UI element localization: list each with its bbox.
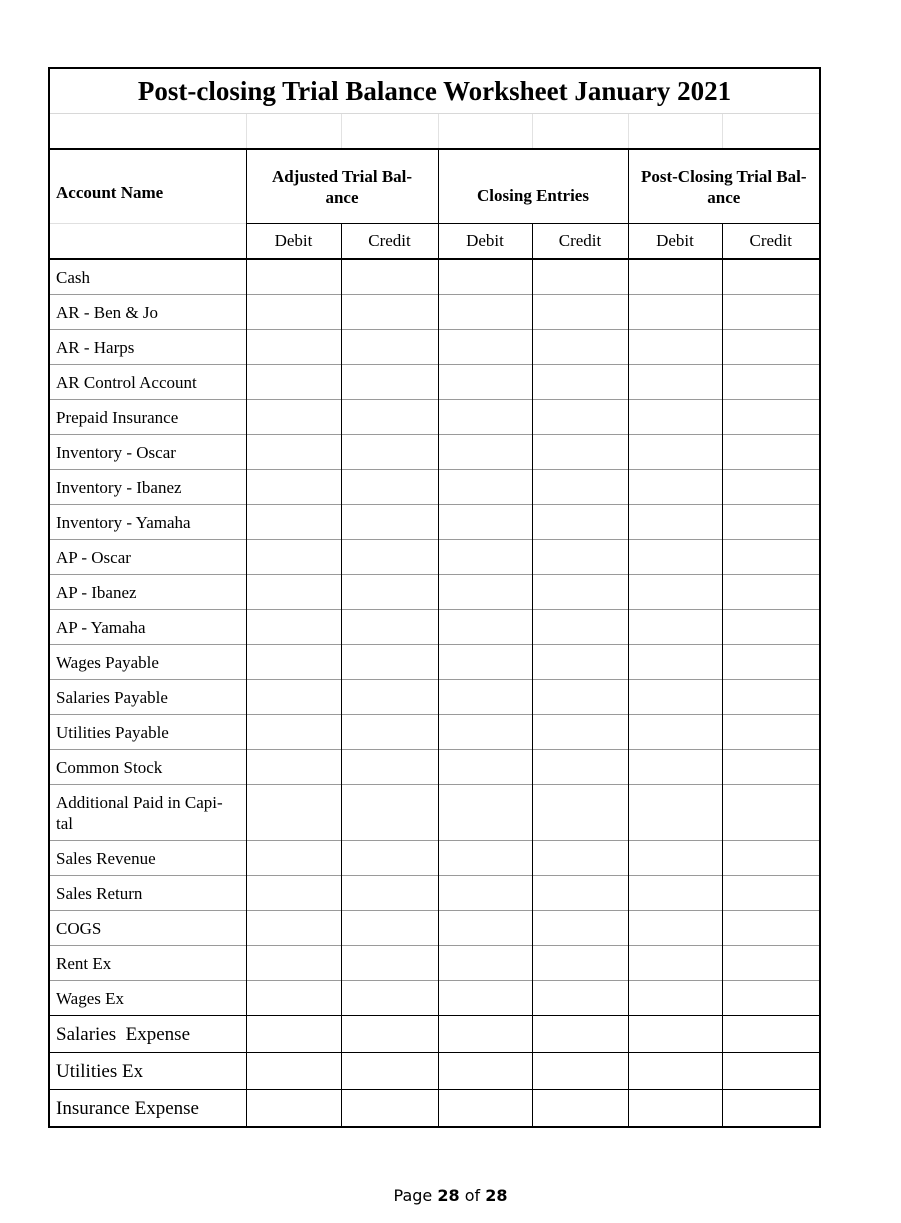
amount-cell[interactable] bbox=[722, 645, 820, 680]
amount-cell[interactable] bbox=[628, 876, 722, 911]
amount-cell[interactable] bbox=[532, 505, 628, 540]
table-row bbox=[49, 435, 820, 470]
table-row bbox=[49, 1090, 820, 1128]
amount-cell[interactable] bbox=[246, 1053, 341, 1090]
closing-entries-header: Closing Entries bbox=[438, 149, 628, 224]
amount-cell[interactable] bbox=[628, 435, 722, 470]
account-name-cell: AP - Ibanez bbox=[49, 575, 246, 610]
amount-cell[interactable] bbox=[246, 400, 341, 435]
amount-cell[interactable] bbox=[438, 981, 532, 1016]
amount-cell[interactable] bbox=[341, 295, 438, 330]
amount-cell[interactable] bbox=[341, 841, 438, 876]
amount-cell[interactable] bbox=[722, 1053, 820, 1090]
table-row bbox=[49, 1016, 820, 1053]
amount-cell[interactable] bbox=[628, 259, 722, 295]
amount-cell[interactable] bbox=[438, 330, 532, 365]
amount-cell[interactable] bbox=[628, 785, 722, 841]
amount-cell[interactable] bbox=[532, 680, 628, 715]
amount-cell[interactable] bbox=[246, 680, 341, 715]
adjusted-header-line2: ance bbox=[325, 187, 359, 207]
account-name-cell: AP - Oscar bbox=[49, 540, 246, 575]
amount-cell[interactable] bbox=[532, 750, 628, 785]
amount-cell[interactable] bbox=[438, 365, 532, 400]
post-debit-header: Debit bbox=[628, 224, 722, 260]
amount-cell[interactable] bbox=[341, 946, 438, 981]
amount-cell[interactable] bbox=[722, 981, 820, 1016]
amount-cell[interactable] bbox=[532, 876, 628, 911]
amount-cell[interactable] bbox=[246, 295, 341, 330]
amount-cell[interactable] bbox=[341, 259, 438, 295]
amount-cell[interactable] bbox=[628, 330, 722, 365]
amount-cell[interactable] bbox=[341, 1053, 438, 1090]
amount-cell[interactable] bbox=[246, 841, 341, 876]
amount-cell[interactable] bbox=[438, 610, 532, 645]
amount-cell[interactable] bbox=[628, 610, 722, 645]
amount-cell[interactable] bbox=[532, 946, 628, 981]
amount-cell[interactable] bbox=[628, 946, 722, 981]
amount-cell[interactable] bbox=[341, 911, 438, 946]
table-row bbox=[49, 1053, 820, 1090]
post-credit-header: Credit bbox=[722, 224, 820, 260]
amount-cell[interactable] bbox=[722, 295, 820, 330]
table-row bbox=[49, 400, 820, 435]
amount-cell[interactable] bbox=[722, 575, 820, 610]
account-name-cell: Inventory - Ibanez bbox=[49, 470, 246, 505]
table-row bbox=[49, 715, 820, 750]
account-name-cell: AP - Yamaha bbox=[49, 610, 246, 645]
table-row bbox=[49, 295, 820, 330]
amount-cell[interactable] bbox=[341, 750, 438, 785]
amount-cell[interactable] bbox=[246, 435, 341, 470]
table-row bbox=[49, 330, 820, 365]
amount-cell[interactable] bbox=[722, 1090, 820, 1128]
trial-balance-table bbox=[48, 67, 821, 1128]
closing-credit-header: Credit bbox=[532, 224, 628, 260]
amount-cell[interactable] bbox=[341, 575, 438, 610]
amount-cell[interactable] bbox=[532, 715, 628, 750]
table-row bbox=[49, 575, 820, 610]
amount-cell[interactable] bbox=[246, 365, 341, 400]
account-name-cell: Inventory - Oscar bbox=[49, 435, 246, 470]
amount-cell[interactable] bbox=[532, 785, 628, 841]
amount-cell[interactable] bbox=[722, 876, 820, 911]
amount-cell[interactable] bbox=[722, 1016, 820, 1053]
amount-cell[interactable] bbox=[532, 540, 628, 575]
table-row bbox=[49, 876, 820, 911]
amount-cell[interactable] bbox=[628, 715, 722, 750]
amount-cell[interactable] bbox=[722, 540, 820, 575]
account-name-header: Account Name bbox=[49, 149, 246, 224]
adjusted-credit-header: Credit bbox=[341, 224, 438, 260]
amount-cell[interactable] bbox=[246, 575, 341, 610]
account-name-line2: tal bbox=[56, 813, 73, 833]
amount-cell[interactable] bbox=[341, 680, 438, 715]
account-name-line1: Additional Paid in Capi- bbox=[56, 792, 223, 812]
amount-cell[interactable] bbox=[341, 645, 438, 680]
page-total: 28 bbox=[485, 1186, 508, 1205]
page-footer bbox=[0, 1186, 901, 1205]
amount-cell[interactable] bbox=[341, 470, 438, 505]
amount-cell[interactable] bbox=[532, 1016, 628, 1053]
table-row bbox=[49, 645, 820, 680]
amount-cell[interactable] bbox=[341, 505, 438, 540]
account-name-cell: Wages Ex bbox=[49, 981, 246, 1016]
amount-cell[interactable] bbox=[246, 1016, 341, 1053]
post-closing-header bbox=[628, 149, 820, 224]
amount-cell[interactable] bbox=[438, 750, 532, 785]
amount-cell[interactable] bbox=[341, 610, 438, 645]
amount-cell[interactable] bbox=[628, 470, 722, 505]
amount-cell[interactable] bbox=[722, 750, 820, 785]
table-row bbox=[49, 680, 820, 715]
amount-cell[interactable] bbox=[246, 610, 341, 645]
amount-cell[interactable] bbox=[722, 470, 820, 505]
amount-cell[interactable] bbox=[438, 715, 532, 750]
amount-cell[interactable] bbox=[246, 540, 341, 575]
account-name-cell: Rent Ex bbox=[49, 946, 246, 981]
table-row bbox=[49, 981, 820, 1016]
closing-debit-header: Debit bbox=[438, 224, 532, 260]
amount-cell[interactable] bbox=[628, 645, 722, 680]
amount-cell[interactable] bbox=[341, 435, 438, 470]
amount-cell[interactable] bbox=[532, 645, 628, 680]
adjusted-header-line1: Adjusted Trial Bal- bbox=[271, 166, 413, 186]
amount-cell[interactable] bbox=[341, 981, 438, 1016]
amount-cell[interactable] bbox=[438, 911, 532, 946]
account-name-cell: Insurance Expense bbox=[49, 1090, 246, 1128]
account-name-cell: AR - Harps bbox=[49, 330, 246, 365]
account-name-cell: Salaries Expense bbox=[49, 1016, 246, 1053]
table-row bbox=[49, 259, 820, 295]
table-row bbox=[49, 365, 820, 400]
amount-cell[interactable] bbox=[532, 435, 628, 470]
amount-cell[interactable] bbox=[438, 540, 532, 575]
amount-cell[interactable] bbox=[628, 680, 722, 715]
amount-cell[interactable] bbox=[438, 841, 532, 876]
amount-cell[interactable] bbox=[246, 259, 341, 295]
amount-cell[interactable] bbox=[341, 1090, 438, 1128]
amount-cell[interactable] bbox=[246, 876, 341, 911]
amount-cell[interactable] bbox=[341, 365, 438, 400]
amount-cell[interactable] bbox=[438, 785, 532, 841]
table-row bbox=[49, 785, 820, 841]
post-header-line2: ance bbox=[707, 187, 741, 207]
amount-cell[interactable] bbox=[722, 911, 820, 946]
amount-cell[interactable] bbox=[341, 715, 438, 750]
table-row bbox=[49, 946, 820, 981]
page-number: 28 bbox=[437, 1186, 460, 1205]
amount-cell[interactable] bbox=[532, 1053, 628, 1090]
amount-cell[interactable] bbox=[628, 400, 722, 435]
amount-cell[interactable] bbox=[341, 1016, 438, 1053]
spacer-row bbox=[49, 114, 820, 150]
amount-cell[interactable] bbox=[722, 946, 820, 981]
account-name-cell: AR - Ben & Jo bbox=[49, 295, 246, 330]
amount-cell[interactable] bbox=[532, 259, 628, 295]
amount-cell[interactable] bbox=[246, 1090, 341, 1128]
account-name-cell: Utilities Ex bbox=[49, 1053, 246, 1090]
amount-cell[interactable] bbox=[532, 575, 628, 610]
amount-cell[interactable] bbox=[532, 911, 628, 946]
amount-cell[interactable] bbox=[246, 750, 341, 785]
amount-cell[interactable] bbox=[438, 1016, 532, 1053]
table-row bbox=[49, 911, 820, 946]
amount-cell[interactable] bbox=[628, 841, 722, 876]
amount-cell[interactable] bbox=[628, 575, 722, 610]
amount-cell[interactable] bbox=[438, 295, 532, 330]
amount-cell[interactable] bbox=[341, 785, 438, 841]
worksheet-title: Post-closing Trial Balance Worksheet January 2021 bbox=[49, 68, 820, 114]
amount-cell[interactable] bbox=[628, 540, 722, 575]
amount-cell[interactable] bbox=[628, 1090, 722, 1128]
amount-cell[interactable] bbox=[722, 259, 820, 295]
amount-cell[interactable] bbox=[532, 981, 628, 1016]
amount-cell[interactable] bbox=[246, 470, 341, 505]
worksheet bbox=[48, 67, 821, 1128]
amount-cell[interactable] bbox=[438, 946, 532, 981]
amount-cell[interactable] bbox=[246, 505, 341, 540]
amount-cell[interactable] bbox=[438, 680, 532, 715]
amount-cell[interactable] bbox=[722, 785, 820, 841]
account-name-cell: Sales Return bbox=[49, 876, 246, 911]
amount-cell[interactable] bbox=[722, 680, 820, 715]
amount-cell[interactable] bbox=[532, 610, 628, 645]
table-row bbox=[49, 610, 820, 645]
amount-cell[interactable] bbox=[532, 1090, 628, 1128]
amount-cell[interactable] bbox=[722, 505, 820, 540]
account-name-cell: Wages Payable bbox=[49, 645, 246, 680]
amount-cell[interactable] bbox=[722, 841, 820, 876]
amount-cell[interactable] bbox=[246, 981, 341, 1016]
amount-cell[interactable] bbox=[438, 876, 532, 911]
amount-cell[interactable] bbox=[438, 575, 532, 610]
amount-cell[interactable] bbox=[532, 841, 628, 876]
amount-cell[interactable] bbox=[532, 470, 628, 505]
account-name-cell: COGS bbox=[49, 911, 246, 946]
account-name-cell: Salaries Payable bbox=[49, 680, 246, 715]
adjusted-debit-header: Debit bbox=[246, 224, 341, 260]
account-name-cell: AR Control Account bbox=[49, 365, 246, 400]
amount-cell[interactable] bbox=[722, 365, 820, 400]
amount-cell[interactable] bbox=[438, 1090, 532, 1128]
amount-cell[interactable] bbox=[722, 330, 820, 365]
amount-cell[interactable] bbox=[438, 1053, 532, 1090]
account-name-cell: Utilities Payable bbox=[49, 715, 246, 750]
amount-cell[interactable] bbox=[246, 330, 341, 365]
amount-cell[interactable] bbox=[628, 1016, 722, 1053]
amount-cell[interactable] bbox=[438, 470, 532, 505]
amount-cell[interactable] bbox=[438, 435, 532, 470]
amount-cell[interactable] bbox=[438, 645, 532, 680]
page-of: of bbox=[464, 1186, 481, 1205]
amount-cell[interactable] bbox=[532, 295, 628, 330]
amount-cell[interactable] bbox=[246, 785, 341, 841]
amount-cell[interactable] bbox=[628, 750, 722, 785]
amount-cell[interactable] bbox=[438, 505, 532, 540]
amount-cell[interactable] bbox=[532, 330, 628, 365]
adjusted-trial-balance-header bbox=[246, 149, 438, 224]
amount-cell[interactable] bbox=[628, 911, 722, 946]
amount-cell[interactable] bbox=[532, 400, 628, 435]
amount-cell[interactable] bbox=[246, 946, 341, 981]
amount-cell[interactable] bbox=[722, 610, 820, 645]
amount-cell[interactable] bbox=[628, 505, 722, 540]
table-row bbox=[49, 750, 820, 785]
debit-credit-row bbox=[49, 224, 820, 260]
amount-cell[interactable] bbox=[438, 400, 532, 435]
amount-cell[interactable] bbox=[341, 540, 438, 575]
amount-cell[interactable] bbox=[722, 435, 820, 470]
page-label: Page bbox=[393, 1186, 433, 1205]
post-header-line1: Post-Closing Trial Bal- bbox=[640, 166, 807, 186]
table-row bbox=[49, 841, 820, 876]
amount-cell[interactable] bbox=[341, 876, 438, 911]
amount-cell[interactable] bbox=[246, 645, 341, 680]
account-name-cell: Common Stock bbox=[49, 750, 246, 785]
amount-cell[interactable] bbox=[438, 259, 532, 295]
account-name-cell: Prepaid Insurance bbox=[49, 400, 246, 435]
table-row bbox=[49, 470, 820, 505]
amount-cell[interactable] bbox=[722, 715, 820, 750]
table-row bbox=[49, 505, 820, 540]
account-name-cell: Inventory - Yamaha bbox=[49, 505, 246, 540]
amount-cell[interactable] bbox=[341, 400, 438, 435]
amount-cell[interactable] bbox=[628, 365, 722, 400]
amount-cell[interactable] bbox=[246, 715, 341, 750]
table-row bbox=[49, 540, 820, 575]
amount-cell[interactable] bbox=[722, 400, 820, 435]
amount-cell[interactable] bbox=[628, 1053, 722, 1090]
amount-cell[interactable] bbox=[246, 911, 341, 946]
amount-cell[interactable] bbox=[628, 295, 722, 330]
account-name-cell bbox=[49, 785, 246, 841]
amount-cell[interactable] bbox=[628, 981, 722, 1016]
account-name-cell: Cash bbox=[56, 267, 90, 287]
account-name-cell: Sales Revenue bbox=[49, 841, 246, 876]
amount-cell[interactable] bbox=[341, 330, 438, 365]
amount-cell[interactable] bbox=[532, 365, 628, 400]
